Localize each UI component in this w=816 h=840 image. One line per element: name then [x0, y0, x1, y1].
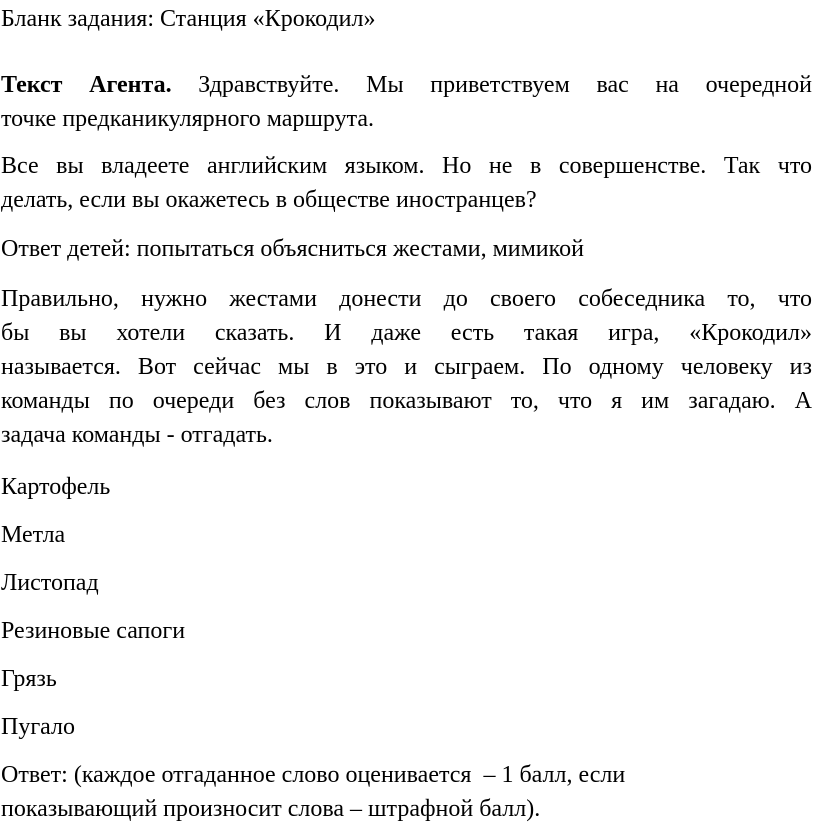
agent-intro-text-1: Здравствуйте. Мы приветствуем вас на очередной — [198, 72, 812, 98]
english-question-line-2: делать, если вы окажетесь в обществе иностранцев? — [1, 187, 537, 213]
word-item: Резиновые сапоги — [1, 618, 186, 644]
word-item: Пугало — [1, 714, 76, 740]
agent-intro-line-1 — [1, 68, 812, 102]
children-answer-paragraph — [1, 232, 812, 266]
scoring-line-1: Ответ: (каждое отгаданное слово оценивается – 1 балл, если — [1, 762, 626, 788]
word-item: Картофель — [1, 474, 111, 500]
word-item: Листопад — [1, 570, 99, 596]
children-answer-text: Ответ детей: попытаться объясниться жестами, мимикой — [1, 236, 584, 262]
document-title: Бланк задания: Станция «Крокодил» — [1, 6, 376, 32]
english-question-line-1: Все вы владеете английским языком. Но не в совершенстве. Так что — [1, 153, 812, 179]
game-explanation-line-4: команды по очереди без слов показывают то, что я им загадаю. А — [1, 388, 812, 414]
agent-intro-paragraph — [1, 68, 812, 136]
game-explanation-line-3: называется. Вот сейчас мы в это и сыграем. По одному человеку из — [1, 354, 812, 380]
scoring-line-2: показывающий произносит слова – штрафной балл). — [1, 796, 541, 822]
word-item: Грязь — [1, 666, 57, 692]
game-explanation-line-5: задача команды - отгадать. — [1, 422, 273, 448]
agent-intro-line-2: точке предканикулярного маршрута. — [1, 106, 375, 132]
english-question-paragraph — [1, 149, 812, 217]
game-explanation-paragraph — [1, 282, 812, 452]
word-item: Метла — [1, 522, 66, 548]
game-explanation-line-1: Правильно, нужно жестами донести до своего собеседника то, что — [1, 286, 812, 312]
agent-label: Текст Агента. — [1, 72, 172, 98]
game-explanation-line-2: бы вы хотели сказать. И даже есть такая игра, «Крокодил» — [1, 320, 812, 346]
scoring-paragraph — [1, 758, 812, 826]
